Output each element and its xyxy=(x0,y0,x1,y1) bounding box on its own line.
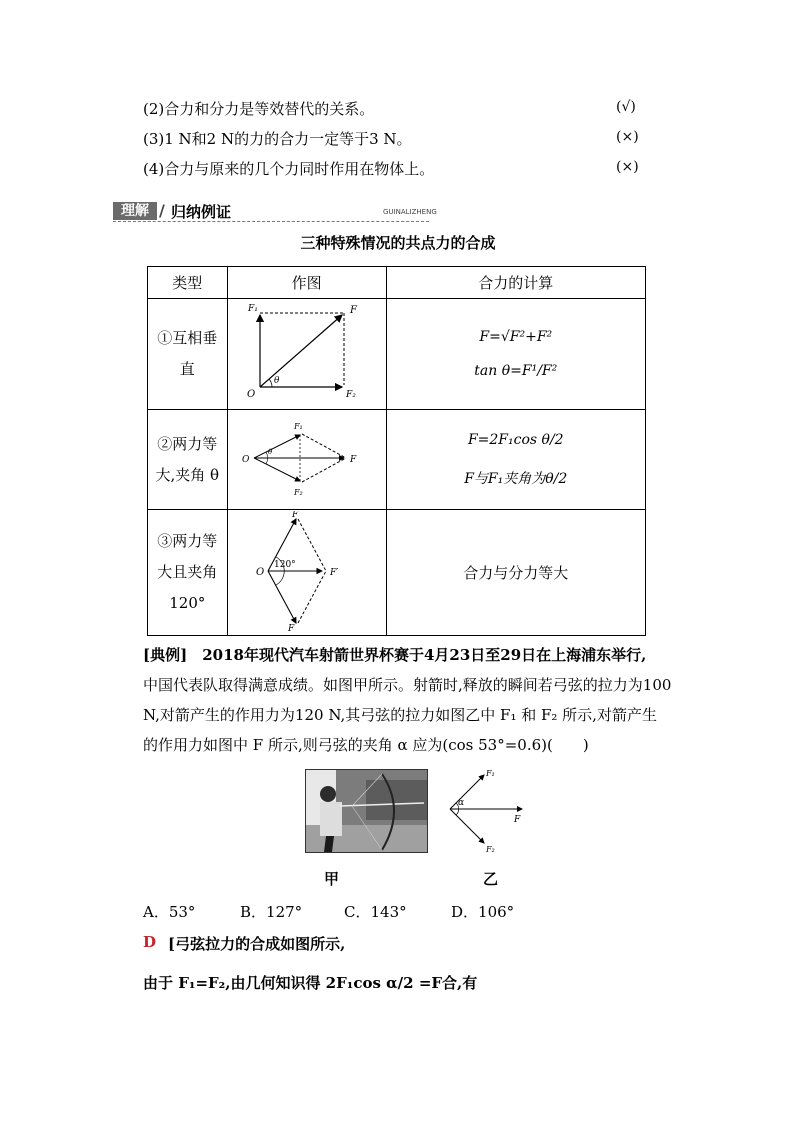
table-row xyxy=(148,410,646,510)
header-type: 类型 xyxy=(148,267,228,299)
row2-formula-1: F=2F₁cos θ/2 xyxy=(467,431,564,448)
row3-calc-text: 合力与分力等大 xyxy=(463,564,569,582)
label-f-top: F xyxy=(291,510,298,520)
example-line-1: [典例] 2018年现代汽车射箭世界杯赛于4月23日至29日在上海浦东举行, xyxy=(143,646,647,664)
dashed-upper xyxy=(302,434,346,458)
answer-letter: D xyxy=(143,933,157,951)
label-f2: F₂ xyxy=(486,845,495,854)
archer-photo-image xyxy=(306,770,427,852)
banner-slash-icon: / xyxy=(159,201,165,220)
row1-type-line1: ①互相垂 xyxy=(157,329,218,347)
header-calc: 合力的计算 xyxy=(386,267,645,299)
statement-2: (2)合力和分力是等效替代的关系。 xyxy=(143,100,375,118)
table-row xyxy=(148,510,646,636)
example-line-2: 中国代表队取得满意成绩。如图甲所示。射箭时,释放的瞬间若弓弦的拉力为100 xyxy=(143,676,672,694)
row1-type xyxy=(148,299,228,410)
label-theta: θ xyxy=(273,376,279,386)
f-bottom-vector xyxy=(268,571,296,623)
header-diagram: 作图 xyxy=(227,267,386,299)
solution-line: 由于 F₁=F₂,由几何知识得 2F₁cos α/2 =F合,有 xyxy=(143,974,478,992)
label-f: F xyxy=(349,454,356,465)
force-composition-table xyxy=(147,266,646,636)
dashed-lower xyxy=(302,458,346,482)
row2-formula-2: F与F₁夹角为θ/2 xyxy=(464,470,568,487)
f1-vector xyxy=(450,775,484,809)
row1-formula-2: tan θ=F¹/F² xyxy=(474,363,558,379)
row2-type-line1: ②两力等 xyxy=(157,434,218,453)
banner-rule xyxy=(113,221,429,222)
archer-photo xyxy=(305,769,428,853)
statement-3-mark: (×) xyxy=(616,129,639,145)
statement-4: (4)合力与原来的几个力同时作用在物体上。 xyxy=(143,160,435,178)
row3-type-line2: 大且夹角 xyxy=(157,563,218,581)
row3-type-line1: ③两力等 xyxy=(157,532,218,550)
equal-forces-diagram xyxy=(232,413,382,503)
statement-3: (3)1 N和2 N的力的合力一定等于3 N。 xyxy=(143,130,412,148)
row3-type-line3: 120° xyxy=(169,594,206,612)
f1-vector xyxy=(254,435,300,458)
row3-diagram xyxy=(227,510,386,636)
bow-force-diagram xyxy=(440,764,540,858)
example-line-4: 的作用力如图中 F 所示,则弓弦的夹角 α 应为(cos 53°=0.6)( ) xyxy=(143,736,589,754)
dashed-lower xyxy=(298,571,326,623)
120-degree-forces-diagram xyxy=(232,511,382,631)
label-f: F xyxy=(349,305,357,316)
perpendicular-forces-diagram xyxy=(232,299,382,405)
label-f2: F₂ xyxy=(345,390,356,400)
row1-type-line2: 直 xyxy=(179,360,195,378)
label-o: O xyxy=(255,566,264,578)
statement-4-mark: (×) xyxy=(616,159,639,175)
option-d: D．106° xyxy=(451,903,515,921)
f2-vector xyxy=(254,458,300,481)
label-120: 120° xyxy=(273,559,296,570)
row2-calc xyxy=(386,410,645,510)
option-c: C．143° xyxy=(344,903,407,921)
table-title: 三种特殊情况的共点力的合成 xyxy=(300,234,496,252)
f2-vector xyxy=(450,809,484,843)
f-vector xyxy=(260,315,342,387)
statement-2-mark: (√) xyxy=(616,99,636,115)
example-line-3: N,对箭产生的作用力为120 N,其弓弦的拉力如图乙中 F₁ 和 F₂ 所示,对箭产生 xyxy=(143,706,657,724)
label-f-bottom: F xyxy=(287,623,294,631)
label-f: F xyxy=(514,815,521,825)
theta-arc xyxy=(269,379,272,387)
table-header-row xyxy=(148,267,646,299)
label-f2: F₂ xyxy=(293,487,303,497)
row2-type xyxy=(148,410,228,510)
caption-yi: 乙 xyxy=(483,870,499,888)
banner-pinyin: GUINALIZHENG xyxy=(383,208,437,216)
banner-tag: 理解 xyxy=(113,202,157,220)
row3-calc xyxy=(386,510,645,636)
answer-text: [弓弦拉力的合成如图所示, xyxy=(168,935,346,953)
label-o: O xyxy=(246,389,255,400)
row3-type xyxy=(148,510,228,636)
row2-type-line2: 大,夹角 θ xyxy=(155,465,220,484)
row1-calc xyxy=(386,299,645,410)
caption-jia: 甲 xyxy=(324,870,340,888)
option-a: A．53° xyxy=(143,903,196,921)
label-theta: θ xyxy=(267,447,272,456)
label-o: O xyxy=(241,454,249,465)
row1-formula-1: F=√F²+F² xyxy=(479,329,553,345)
dashed-upper xyxy=(298,519,326,571)
option-b: B．127° xyxy=(240,903,303,921)
table-row xyxy=(148,299,646,410)
banner-title: 归纳例证 xyxy=(171,203,232,221)
label-alpha: α xyxy=(458,798,465,808)
row1-diagram xyxy=(227,299,386,410)
label-f1: F₁ xyxy=(486,769,495,778)
label-f-prime: F′ xyxy=(329,567,338,578)
row2-diagram xyxy=(227,410,386,510)
label-f1: F₁ xyxy=(247,304,258,314)
label-f1: F₁ xyxy=(293,421,303,431)
section-banner xyxy=(113,200,437,222)
